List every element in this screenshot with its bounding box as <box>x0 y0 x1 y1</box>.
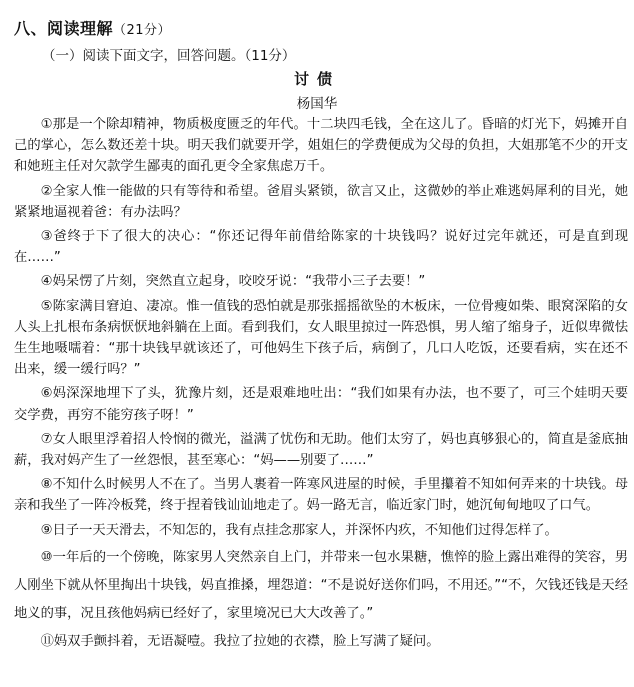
section-score: （21分） <box>113 23 172 38</box>
paragraph-8: ⑧不知什么时候男人不在了。当男人裹着一阵寒风进屋的时候，手里攥着不知如何弄来的十块钱。母亲和我坐了一阵冷板凳，终于捏着钱讪讪地走了。妈一路无言，临近家门时，她沉甸甸地叹了口气。 <box>14 477 628 514</box>
section-heading <box>14 16 171 39</box>
paragraph-7: ⑦女人眼里浮着招人怜悯的微光，溢满了忧伤和无助。他们太穷了，妈也真够狠心的，简直是釜底抽薪，我对妈产生了一丝怨恨，甚至寒心：“妈——别要了……” <box>14 431 628 469</box>
paragraph-11: ⑪妈双手颤抖着，无语凝噎。我拉了拉她的衣襟，脸上写满了疑问。 <box>40 633 440 649</box>
article-body <box>14 114 628 655</box>
paragraph-9: ⑨日子一天天滑去，不知怎的，我有点挂念那家人，并深怀内疚，不知他们过得怎样了。 <box>40 522 558 538</box>
paragraph-2: ②全家人惟一能做的只有等待和希望。爸眉头紧锁，欲言又止，这微妙的举止难逃妈犀利的目光，她紧紧地逼视着爸：有办法吗？ <box>14 183 628 220</box>
paragraph-4: ④妈呆愣了片刻，突然直立起身，咬咬牙说：“我带小三子去要！” <box>40 274 426 290</box>
paragraph-3: ③爸终于下了很大的决心：“你还记得年前借给陈家的十块钱吗？说好过完年就还，可是直到现在……” <box>14 229 628 266</box>
paragraph-5: ⑤陈家满目窘迫、凄凉。惟一值钱的恐怕就是那张摇摇欲坠的木板床，一位骨瘦如柴、眼窝深陷的女人头上扎根布条病恹恹地斜躺在上面。看到我们，女人眼里掠过一阵恐惧，男人缩了缩身子，近似卑微怯生生地嗫嚅着：“那十块钱早就该还了，可他妈生下孩子后，病倒了，几口人吃饭，还要看病，实在还不出来，缓一缓行吗？” <box>14 298 628 378</box>
article-title: 讨债 <box>293 70 340 88</box>
section-title: 八、阅读理解 <box>14 19 114 38</box>
paragraph-1: ①那是一个除却精神，物质极度匮乏的年代。十二块四毛钱，全在这儿了。昏暗的灯光下，妈摊开自己的掌心，怎么数还差十块。明天我们就要开学，姐姐仨的学费便成为父母的负担，大姐那笔不少的开支和她班主任对欠款学生鄙夷的面孔更令全家焦虑万千。 <box>14 117 628 175</box>
subsection-instruction: （一）阅读下面文字，回答问题。（11分） <box>42 48 296 64</box>
article-author: 杨国华 <box>296 96 338 112</box>
paragraph-6: ⑥妈深深地埋下了头，犹豫片刻，还是艰难地吐出：“我们如果有办法，也不要了，可三个娃明天要交学费，再穷不能穷孩子呀！” <box>14 386 628 423</box>
paragraph-10: ⑩一年后的一个傍晚，陈家男人突然亲自上门，并带来一包水果糖，憔悴的脸上露出难得的笑容，男人刚坐下就从怀里掏出十块钱，妈直推搡，埋怨道：“不是说好送你们吗，不用还。”“不，欠钱还钱是天经地义的事，况且孩他妈病已经好了，家里境况已大大改善了。” <box>14 549 628 621</box>
